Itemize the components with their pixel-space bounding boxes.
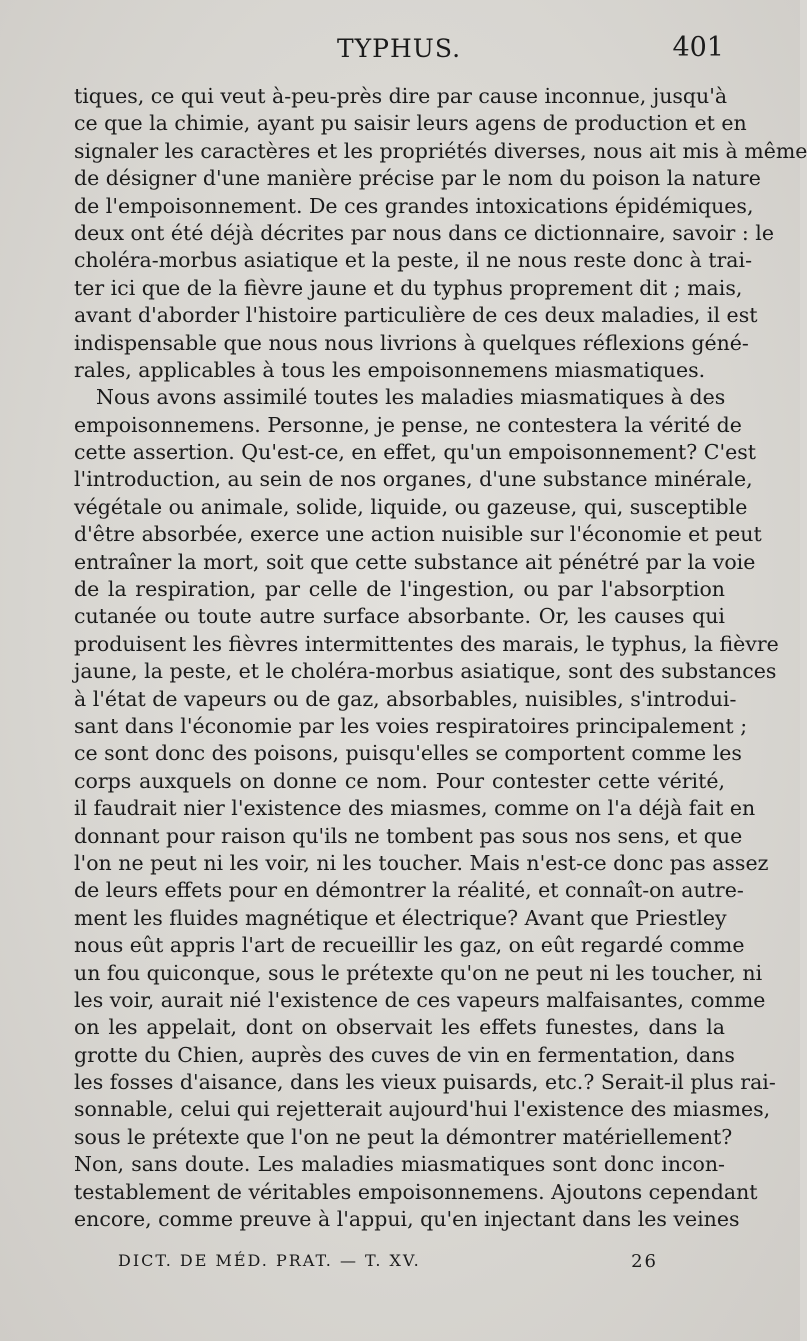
text-line: d'être absorbée, exerce une action nuisible sur l'économie et peut (74, 522, 762, 547)
text-line: de la respiration, par celle de l'ingestion, ou par l'absorption (74, 577, 725, 602)
text-line: à l'état de vapeurs ou de gaz, absorbables, nuisibles, s'introdui- (74, 686, 737, 711)
text-line: ter ici que de la fièvre jaune et du typhus proprement dit ; mais, (74, 275, 743, 300)
text-line: nous eût appris l'art de recueillir les gaz, on eût regardé comme (74, 933, 745, 958)
page-number: 401 (672, 32, 724, 63)
text-line: l'introduction, au sein de nos organes, d'une substance minérale, (74, 467, 753, 492)
text-line: de leurs effets pour en démontrer la réalité, et connaît-on autre- (74, 878, 744, 903)
text-line: un fou quiconque, sous le prétexte qu'on ne peut ni les toucher, ni (74, 960, 763, 985)
text-line: tiques, ce qui veut à-peu-près dire par cause inconnue, jusqu'à (74, 84, 728, 108)
text-line: deux ont été déjà décrites par nous dans ce dictionnaire, savoir : le (74, 220, 774, 245)
text-line: signaler les caractères et les propriétés diverses, nous ait mis à même (74, 138, 807, 163)
text-line: sonnable, celui qui rejetterait aujourd'hui l'existence des miasmes, (74, 1097, 771, 1122)
text-line: donnant pour raison qu'ils ne tombent pas sous nos sens, et que (74, 823, 743, 848)
text-line: les voir, aurait nié l'existence de ces vapeurs malfaisantes, comme (74, 987, 766, 1012)
text-line: ce sont donc des poisons, puisqu'elles se comportent comme les (74, 741, 742, 766)
text-line: de désigner d'une manière précise par le nom du poison la nature (74, 166, 761, 191)
text-line: Non, sans doute. Les maladies miasmatiques sont donc incon- (74, 1152, 725, 1177)
text-line: végétale ou animale, solide, liquide, ou gazeuse, qui, susceptible (74, 494, 748, 519)
text-line: cutanée ou toute autre surface absorbante. Or, les causes qui (74, 604, 725, 629)
text-line: l'on ne peut ni les voir, ni les toucher. Mais n'est-ce donc pas assez (74, 850, 769, 875)
paragraph-start: Nous avons assimilé toutes les maladies miasmatiques à des (96, 385, 726, 410)
printer-signature: DICT. DE MÉD. PRAT. — T. XV. (118, 1251, 421, 1270)
text-line: sous le prétexte que l'on ne peut la démontrer matériellement? (74, 1124, 733, 1149)
text-line: grotte du Chien, auprès des cuves de vin en fermentation, dans (74, 1042, 735, 1067)
text-line: il faudrait nier l'existence des miasmes, comme on l'a déjà fait en (74, 796, 756, 821)
text-line: empoisonnemens. Personne, je pense, ne contestera la vérité de (74, 412, 742, 437)
running-title: TYPHUS. (336, 34, 462, 63)
text-line: avant d'aborder l'histoire particulière de ces deux maladies, il est (74, 303, 758, 328)
text-line: rales, applicables à tous les empoisonnemens miasmatiques. (74, 357, 706, 382)
text-line: on les appelait, dont on observait les effets funestes, dans la (74, 1015, 725, 1040)
text-line: jaune, la peste, et le choléra-morbus asiatique, sont des substances (74, 659, 777, 684)
text-line: encore, comme preuve à l'appui, qu'en injectant dans les veines (74, 1207, 740, 1232)
sheet-number: 26 (631, 1251, 658, 1272)
page-header (74, 34, 724, 70)
text-line: ce que la chimie, ayant pu saisir leurs agens de production et en (74, 111, 747, 136)
body-text (74, 83, 807, 1233)
text-line: indispensable que nous nous livrions à quelques réflexions géné- (74, 330, 749, 355)
text-line: entraîner la mort, soit que cette substance ait pénétré par la voie (74, 549, 756, 574)
text-line: corps auxquels on donne ce nom. Pour contester cette vérité, (74, 768, 725, 793)
text-line: sant dans l'économie par les voies respiratoires principalement ; (74, 713, 748, 738)
text-line: ment les fluides magnétique et électrique? Avant que Priestley (74, 905, 727, 930)
text-line: testablement de véritables empoisonnemens. Ajoutons cependant (74, 1179, 758, 1204)
text-line: choléra-morbus asiatique et la peste, il ne nous reste donc à trai- (74, 248, 753, 273)
text-line: les fosses d'aisance, dans les vieux puisards, etc.? Serait-il plus rai- (74, 1070, 776, 1095)
text-line: produisent les fièvres intermittentes des marais, le typhus, la fièvre (74, 631, 779, 656)
page-footer (118, 1251, 658, 1275)
text-line: de l'empoisonnement. De ces grandes intoxications épidémiques, (74, 193, 754, 218)
text-line: cette assertion. Qu'est-ce, en effet, qu'un empoisonnement? C'est (74, 440, 756, 465)
